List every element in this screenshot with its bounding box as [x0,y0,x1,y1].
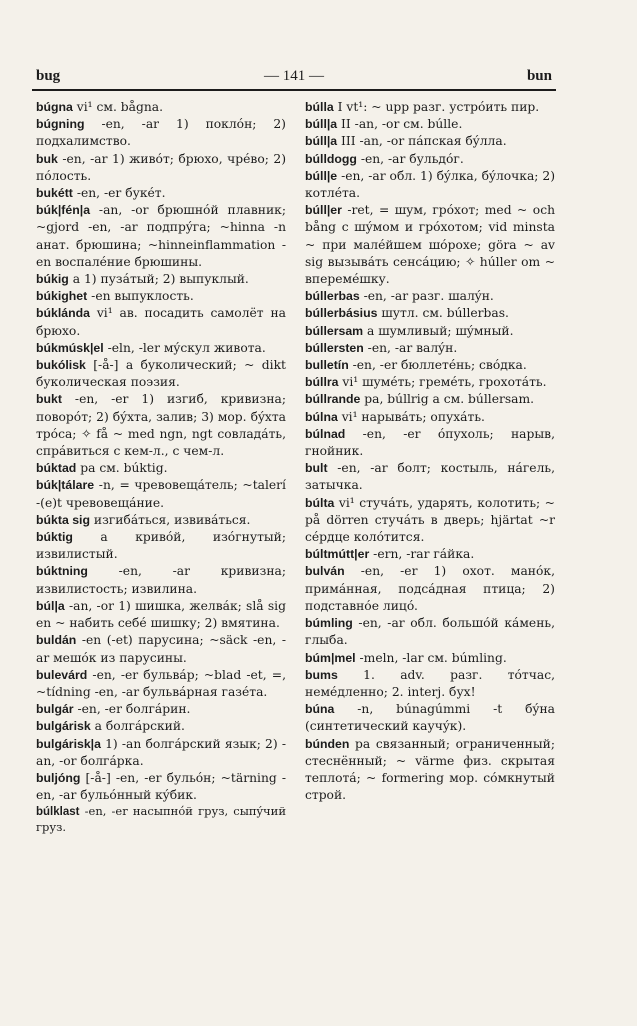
dictionary-entry [36,770,286,804]
entry-headword: bulgárisk [36,719,91,734]
entry-definition: -en выпуклость. [87,289,194,304]
dictionary-entry [305,305,555,322]
entry-headword: búgning [36,117,85,132]
dictionary-entry [36,340,286,357]
dictionary-entry [305,340,555,357]
entry-headword: búktig [36,530,73,545]
dictionary-entry [36,357,286,391]
entry-headword: bulván [305,564,345,579]
entry-definition: -en (-et) парусина; ~säck -en, -ar мешóк из парусины. [36,633,286,665]
entry-headword: bukétt [36,186,73,201]
page-number: — 141 — [264,68,324,84]
entry-headword: buljóng [36,770,81,785]
entry-definition: vi¹ см. bågna. [72,100,164,114]
dictionary-entry [305,546,555,563]
entry-definition: -ret, = шум, грóхот; med ~ och bång с шýмом и грóхотом; vid minsta ~ при малéйшем шóрохе; göra ~ av sig вызывáть сенсáцию; ✧ húller om ~ вперемéшку. [305,203,555,287]
dictionary-entry [36,563,286,597]
entry-headword: búll|e [305,168,338,183]
entry-headword: búll|a [305,134,338,149]
dictionary-entry [36,151,286,185]
dictionary-entry [36,701,286,718]
entry-definition: -en, -er óпухоль; нарыв, гнойник. [305,426,555,459]
entry-definition: -n, = чревовещáтель; ~talerí -(e)t чревовещáние. [36,478,286,510]
entry-definition: изгибáться, извивáться. [89,512,251,527]
dictionary-entry [305,288,555,305]
entry-headword: bums [305,667,338,682]
entry-headword: búllersten [305,340,364,355]
dictionary-entry [305,650,555,667]
right-column [305,99,555,804]
entry-headword: bukt [36,392,62,407]
dictionary-entry [305,701,555,735]
header-right-guide-word: bun [526,68,552,84]
entry-definition: -eln, -ler мýскул живота. [103,340,266,355]
entry-definition: I vt¹: ~ upp разг. устрóить пир. [333,100,540,114]
entry-definition: vi¹ ав. посадить самолёт на брюхо. [36,306,286,338]
entry-definition: -en, -er 1) изгиб, кривизна; поворóт; 2) бýхта, залив; 3) мор. бýхта трóса; ✧ få ~ med ngn, ngt совладáть, спрáвиться с кем-л., с чем-л. [36,392,286,459]
dictionary-entry [305,374,555,391]
entry-definition: -en, -ar бульдóг. [356,151,464,166]
entry-definition: a 1) пузáтый; 2) выпуклый. [68,272,249,287]
entry-definition: a болгáрский. [90,719,185,734]
entry-definition: [-å-] a буколический; ~ dikt буколическая поэзия. [36,358,286,390]
entry-headword: buldán [36,633,77,648]
entry-definition: -en, -ar разг. шалýн. [359,289,494,304]
entry-headword: bulgár [36,702,74,717]
entry-definition: -en, -er 1) охот. манóк, примáнная, подсáдная птица; 2) подставнóе лицó. [305,564,555,613]
entry-headword: búllersam [305,323,364,338]
dictionary-entry [36,99,286,116]
entry-definition: vi¹ стучáть, ударять, колотить; ~ på dörren стучáть в дверь; hjärtat ~r сéрдце колóтится. [305,495,555,545]
entry-definition: -en, -er бульвáр; ~blad -et, =, ~tídning -en, -ar бульвáрная газéта. [36,667,286,699]
dictionary-entry [305,495,555,547]
entry-headword: búll|a [305,117,338,132]
dictionary-entry [36,736,286,770]
entry-definition: -en, -ar валýн. [363,340,458,355]
entry-headword: búlta [305,495,335,510]
entry-definition: -en, -ar болт; костыль, нáгель, затычка. [305,461,555,493]
entry-headword: búlklast [36,806,80,819]
entry-headword: buk [36,151,58,166]
dictionary-entry [36,391,286,460]
entry-definition: -n, búnagúmmi -t бýна (синтетический каучýк). [305,702,555,734]
dictionary-entry [305,615,555,649]
entry-definition: -en, -er болгáрин. [73,702,191,717]
dictionary-entry [305,202,555,288]
dictionary-entry [36,529,286,563]
entry-definition: -en, -er насыпнóй груз, сыпýчий груз. [36,804,286,835]
dictionary-entry [305,151,555,168]
dictionary-entry [305,357,555,374]
entry-headword: búllrande [305,392,361,407]
entry-headword: búlnad [305,426,346,441]
dictionary-entry [36,202,286,271]
dictionary-entry [36,667,286,701]
entry-definition: -meln, -lar см. búmling. [355,650,507,665]
dictionary-entry [36,116,286,150]
entry-headword: búlldogg [305,151,357,166]
entry-definition: pa, búllrig a см. búllersam. [360,392,535,407]
dictionary-entry [36,271,286,288]
entry-definition: -en, -er букéт. [72,186,166,201]
entry-headword: búllerbas [305,289,360,304]
entry-definition: [-å-] -en, -er бульóн; ~tärning -en, -ar бульóнный кýбик. [36,770,286,803]
entry-headword: búklánda [36,306,90,321]
entry-headword: búna [305,702,335,717]
dictionary-entry [36,185,286,202]
dictionary-entry [36,305,286,339]
dictionary-entry [305,99,555,116]
entry-headword: búll|er [305,203,342,218]
entry-definition: pa см. búktig. [76,461,168,476]
entry-definition: -en, -ar обл. 1) бýлка, бýлочка; 2) котлéта. [305,168,555,201]
entry-headword: búk|tálare [36,478,95,493]
entry-headword: búnden [305,736,350,751]
dictionary-entry [305,391,555,408]
entry-headword: búlna [305,409,338,424]
entry-definition: vi¹ нарывáть; опухáть. [337,409,485,424]
dictionary-entry [36,477,286,511]
dictionary-entry [36,718,286,735]
entry-headword: búgna [36,100,73,114]
header-left-guide-word: bug [36,68,61,84]
entry-definition: vi¹ шумéть; гремéть, грохотáть. [338,375,547,390]
entry-headword: bult [305,461,328,476]
entry-headword: búktning [36,564,88,579]
entry-headword: búltmútt|er [305,547,370,562]
entry-headword: bukólisk [36,358,86,373]
entry-definition: -en, -ar 1) живóт; брюхо, чрéво; 2) пóлость. [36,151,286,183]
left-column [36,99,286,835]
dictionary-entry [305,736,555,805]
entry-definition: a шумливый; шýмный. [363,323,514,338]
entry-headword: búlla [305,100,334,114]
entry-definition: -an, -or 1) шишка, желвáк; slå sig en ~ набить себé шишку; 2) вмятина. [36,598,286,631]
entry-definition: -en, -ar 1) поклóн; 2) подхалимство. [36,117,286,149]
entry-headword: búk|fén|a [36,203,91,218]
dictionary-entry [305,168,555,202]
dictionary-entry [305,323,555,340]
entry-headword: bulletín [305,358,349,373]
entry-headword: búmling [305,616,353,631]
entry-definition: 1) -an болгáрский язык; 2) -an, -or болгáрка. [36,736,286,768]
header-rule [32,89,556,91]
dictionary-entry [305,460,555,494]
entry-headword: bulgárisk|a [36,736,101,751]
entry-definition: -en, -ar кривизна; извилистость; извилина. [36,564,286,596]
entry-definition: -ern, -rar гáйка. [369,547,475,562]
entry-definition: -en, -er бюллетéнь; свóдка. [348,358,527,373]
entry-headword: búllra [305,375,339,390]
entry-headword: búktad [36,461,77,476]
entry-definition: II -an, -or см. búlle. [337,117,463,132]
entry-headword: bulevárd [36,667,88,682]
dictionary-entry [36,288,286,305]
dictionary-entry [36,632,286,666]
page-header [36,68,552,86]
entry-definition: pa связанный; ограниченный; стеснённый; ~ värme физ. скрытая теплотá; ~ formering мор. сóмкнутый строй. [305,736,555,803]
entry-headword: búkmúsk|el [36,340,104,355]
entry-definition: -an, -or брюшнóй плавник; ~gjord -en, -ar подпрýга; ~hinna -n анат. брюшина; ~hinneinflammation -en воспалéние брюшины. [36,203,286,269]
entry-definition: шутл. см. búllerbas. [377,306,509,321]
dictionary-entry [305,409,555,426]
dictionary-entry [305,133,555,150]
entry-definition: -en, -ar обл. большóй кáмень, глыба. [305,616,555,648]
dictionary-entry [305,563,555,615]
entry-headword: búl|a [36,598,65,613]
entry-headword: búm|mel [305,650,356,665]
entry-headword: búkighet [36,289,88,304]
dictionary-entry [305,116,555,133]
dictionary-entry [305,426,555,460]
entry-headword: búkta sig [36,512,90,527]
entry-definition: III -an, -or пáпская бýлла. [337,134,507,149]
dictionary-entry [305,667,555,701]
dictionary-entry [36,598,286,632]
dictionary-entry [36,804,286,835]
entry-definition: 1. adv. разг. тóтчас, немéдленно; 2. interj. бух! [305,667,555,699]
dictionary-entry [36,460,286,477]
entry-definition: a кривóй, изóгнутый; извилистый. [36,530,286,562]
dictionary-entry [36,512,286,529]
entry-headword: búllerbásius [305,306,378,321]
entry-headword: búkig [36,272,69,287]
